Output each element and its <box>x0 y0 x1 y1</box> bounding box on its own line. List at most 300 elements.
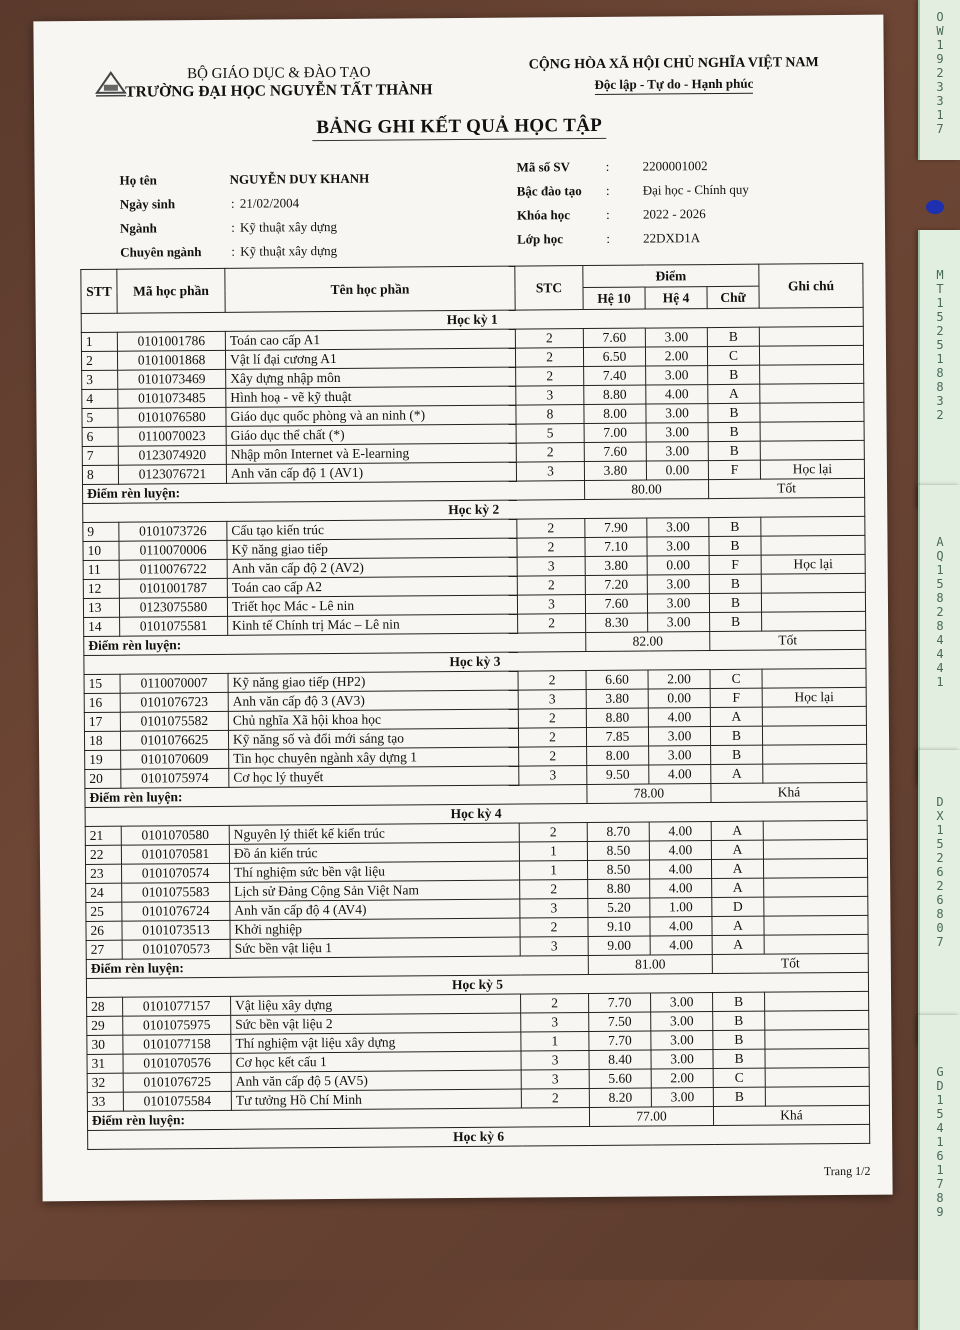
banknote-serial-char: 4 <box>936 633 943 647</box>
course-letter-grade: B <box>708 422 760 441</box>
course-credits: 3 <box>520 899 588 919</box>
course-name: Tin học chuyên ngành xây dựng 1 <box>229 747 519 768</box>
course-credits: 3 <box>521 1051 589 1071</box>
course-code: 0101073469 <box>118 369 226 389</box>
course-name: Toán cao cấp A1 <box>225 329 515 350</box>
course-score-10: 8.40 <box>589 1050 651 1069</box>
course-score-10: 7.85 <box>586 727 648 746</box>
info-dob: Ngày sinh : 21/02/2004 <box>120 195 299 212</box>
course-credits: 2 <box>515 348 583 368</box>
course-score-10: 8.30 <box>586 613 648 632</box>
university-logo-icon <box>94 69 128 99</box>
course-note <box>761 516 865 536</box>
course-name: Cơ học lý thuyết <box>229 766 519 787</box>
banknote-serial-char: 8 <box>936 366 943 380</box>
conduct-label: Điểm rèn luyện: <box>87 1108 589 1131</box>
course-score-4: 3.00 <box>647 575 709 594</box>
course-name: Kỹ năng giao tiếp (HP2) <box>228 671 518 692</box>
course-credits: 2 <box>519 823 587 843</box>
course-name: Đồ án kiến trúc <box>229 842 519 863</box>
course-note <box>764 877 868 897</box>
course-stt: 2 <box>81 351 117 370</box>
course-letter-grade: B <box>707 327 759 346</box>
course-score-10: 6.50 <box>583 347 645 366</box>
course-score-4: 3.00 <box>647 518 709 537</box>
course-score-4: 4.00 <box>648 708 710 727</box>
course-code: 0101077157 <box>123 996 231 1016</box>
course-code: 0101070573 <box>122 939 230 959</box>
header-code: Mã học phần <box>117 268 225 313</box>
course-code: 0101070576 <box>123 1053 231 1073</box>
course-name: Thí nghiệm sức bền vật liệu <box>229 861 519 882</box>
course-note <box>763 839 867 859</box>
semester-title: Học kỳ 4 <box>85 801 867 826</box>
course-stt: 24 <box>86 883 122 902</box>
banknote-serial-char: 1 <box>936 675 943 689</box>
course-note <box>764 896 868 916</box>
banknote-serial-char: 1 <box>936 108 943 122</box>
training-level: Đại học - Chính quy <box>643 182 749 198</box>
course-credits: 3 <box>516 386 584 406</box>
semester-title: Học kỳ 2 <box>83 497 865 522</box>
course-credits: 8 <box>516 405 584 425</box>
course-letter-grade: F <box>709 555 761 574</box>
banknote-serial-char: 5 <box>936 338 943 352</box>
course-stt: 12 <box>83 579 119 598</box>
banknote <box>918 1015 960 1330</box>
course-score-10: 8.80 <box>586 708 648 727</box>
banknote-serial-char: 1 <box>936 352 943 366</box>
course-stt: 23 <box>86 864 122 883</box>
course-name: Anh văn cấp độ 3 (AV3) <box>228 690 518 711</box>
course-name: Toán cao cấp A2 <box>227 576 517 597</box>
conduct-label: Điểm rèn luyện: <box>85 785 587 808</box>
course-note <box>764 934 868 954</box>
banknote-serial-char: 0 <box>936 921 943 935</box>
course-stt: 25 <box>86 902 122 921</box>
banknote-serial-char: 8 <box>936 1191 943 1205</box>
course-code: 0110070006 <box>119 540 227 560</box>
course-note <box>765 1048 869 1068</box>
banknote-serial-char: 7 <box>936 1177 943 1191</box>
document-title: BẢNG GHI KẾT QUẢ HỌC TẬP <box>34 113 884 142</box>
course-name: Vật lí đại cương A1 <box>225 348 515 369</box>
university-name: TRƯỜNG ĐẠI HỌC NGUYỄN TẤT THÀNH <box>94 81 464 102</box>
course-score-4: 0.00 <box>646 461 708 480</box>
course-stt: 30 <box>87 1035 123 1054</box>
national-header <box>524 55 824 95</box>
course-code: 0101076580 <box>118 407 226 427</box>
banknote-serial-char: 2 <box>936 324 943 338</box>
course-score-10: 7.50 <box>589 1012 651 1031</box>
banknote-serial-char: 1 <box>936 1135 943 1149</box>
banknote-serial-char: 1 <box>936 296 943 310</box>
course-score-10: 7.70 <box>589 993 651 1012</box>
banknote-serial-char: T <box>936 282 943 296</box>
course-note <box>760 421 864 441</box>
conduct-label: Điểm rèn luyện: <box>83 481 585 504</box>
course-code: 0110070023 <box>118 426 226 446</box>
banknote-serial-char: 3 <box>936 394 943 408</box>
course-name: Sức bền vật liệu 2 <box>231 1013 521 1034</box>
course-score-4: 3.00 <box>645 328 707 347</box>
course-score-4: 3.00 <box>646 404 708 423</box>
course-score-10: 9.00 <box>588 936 650 955</box>
course-stt: 22 <box>85 845 121 864</box>
course-credits: 3 <box>519 766 587 786</box>
course-stt: 32 <box>87 1073 123 1092</box>
course-letter-grade: B <box>709 574 761 593</box>
issuer-header <box>94 64 464 102</box>
banknote-serial: G <box>936 1065 943 1079</box>
course-score-4: 3.00 <box>646 442 708 461</box>
student-major: Kỹ thuật xây dựng <box>240 219 337 235</box>
course-letter-grade: B <box>710 612 762 631</box>
ministry-name: BỘ GIÁO DỤC & ĐÀO TẠO <box>94 64 464 84</box>
course-note <box>761 573 865 593</box>
course-stt: 13 <box>83 598 119 617</box>
page-number: Trang 1/2 <box>824 1164 871 1179</box>
course-letter-grade: B <box>713 992 765 1011</box>
course-score-10: 7.60 <box>584 442 646 461</box>
course-note <box>759 326 863 346</box>
course-note <box>762 611 866 631</box>
course-name: Anh văn cấp độ 1 (AV1) <box>226 462 516 483</box>
course-code: 0101076725 <box>123 1072 231 1092</box>
course-stt: 6 <box>82 427 118 446</box>
course-code: 0123074920 <box>118 445 226 465</box>
course-score-4: 3.00 <box>651 1031 713 1050</box>
course-note <box>763 744 867 764</box>
info-name: Họ tên NGUYỄN DUY KHANH <box>120 171 370 189</box>
table-header <box>81 263 863 313</box>
semester-title: Học kỳ 3 <box>84 649 866 674</box>
course-name: Tư tưởng Hồ Chí Minh <box>231 1089 521 1110</box>
banknote-serial-char: 2 <box>936 851 943 865</box>
banknote <box>918 230 960 508</box>
course-score-10: 6.60 <box>586 670 648 689</box>
course-note <box>763 820 867 840</box>
course-note <box>760 440 864 460</box>
course-name: Nhập môn Internet và E-learning <box>226 443 516 464</box>
course-score-4: 3.00 <box>646 366 708 385</box>
course-letter-grade: B <box>713 1011 765 1030</box>
banknote-serial-char: 7 <box>936 935 943 949</box>
conduct-rank: Tốt <box>712 953 868 973</box>
conduct-score: 82.00 <box>586 632 710 652</box>
course-score-4: 3.00 <box>651 1012 713 1031</box>
header-score: Điểm <box>583 264 759 287</box>
background-banknotes <box>918 0 960 1280</box>
course-letter-grade: F <box>708 460 760 479</box>
course-letter-grade: A <box>712 935 764 954</box>
course-credits: 3 <box>520 937 588 957</box>
course-name: Cơ học kết cấu 1 <box>231 1051 521 1072</box>
header-name: Tên học phần <box>225 266 515 312</box>
course-letter-grade: C <box>707 346 759 365</box>
banknote-serial-char: 3 <box>936 80 943 94</box>
course-letter-grade: B <box>709 536 761 555</box>
course-score-4: 3.00 <box>649 746 711 765</box>
republic-name: CỘNG HÒA XÃ HỘI CHỦ NGHĨA VIỆT NAM <box>524 55 824 73</box>
banknote-serial: D <box>936 795 943 809</box>
course-code: 0101075582 <box>120 711 228 731</box>
course-stt: 27 <box>86 940 122 959</box>
conduct-label: Điểm rèn luyện: <box>84 633 586 656</box>
course-stt: 19 <box>85 750 121 769</box>
course-name: Khởi nghiệp <box>230 918 520 939</box>
course-stt: 15 <box>84 674 120 693</box>
course-score-10: 3.80 <box>585 556 647 575</box>
course-note <box>760 383 864 403</box>
course-name: Chủ nghĩa Xã hội khoa học <box>228 709 518 730</box>
course-credits: 2 <box>518 671 586 691</box>
course-note <box>762 668 866 688</box>
course-score-4: 4.00 <box>646 385 708 404</box>
course-score-4: 4.00 <box>650 917 712 936</box>
banknote-serial-char: 4 <box>936 661 943 675</box>
banknote-serial-char: 5 <box>936 837 943 851</box>
course-code: 0123076721 <box>118 464 226 484</box>
course-code: 0101075583 <box>122 882 230 902</box>
course-name: Thí nghiệm vật liệu xây dựng <box>231 1032 521 1053</box>
course-credits: 2 <box>520 918 588 938</box>
course-stt: 31 <box>87 1054 123 1073</box>
banknote-serial-char: 9 <box>936 52 943 66</box>
course-code: 0110070007 <box>120 673 228 693</box>
banknote-serial-char: 5 <box>936 310 943 324</box>
conduct-score: 80.00 <box>585 480 709 500</box>
course-code: 0101070581 <box>121 844 229 864</box>
course-code: 0101001786 <box>117 331 225 351</box>
course-credits: 2 <box>517 538 585 558</box>
course-score-10: 8.70 <box>587 822 649 841</box>
course-score-10: 3.80 <box>584 461 646 480</box>
course-letter-grade: B <box>713 1049 765 1068</box>
student-specialization: Kỹ thuật xây dựng <box>240 243 337 259</box>
banknote-serial: O <box>936 10 943 24</box>
banknote <box>918 750 960 1045</box>
banknote-serial-char: 1 <box>936 38 943 52</box>
banknote-serial-char: D <box>936 1079 943 1093</box>
table-body <box>81 307 870 1149</box>
conduct-rank: Tốt <box>708 478 864 498</box>
course-score-4: 3.00 <box>647 594 709 613</box>
course-letter-grade: B <box>708 403 760 422</box>
course-stt: 16 <box>84 693 120 712</box>
course-code: 0101001868 <box>117 350 225 370</box>
conduct-label: Điểm rèn luyện: <box>86 956 588 979</box>
course-name: Sức bền vật liệu 1 <box>230 937 520 958</box>
course-score-10: 5.20 <box>588 898 650 917</box>
course-name: Anh văn cấp độ 4 (AV4) <box>230 899 520 920</box>
banknote-serial-char: 1 <box>936 1093 943 1107</box>
course-score-10: 7.60 <box>585 594 647 613</box>
course-code: 0101075974 <box>121 768 229 788</box>
course-code: 0101076625 <box>120 730 228 750</box>
course-name: Kỹ năng số và đổi mới sáng tạo <box>228 728 518 749</box>
student-name: NGUYỄN DUY KHANH <box>230 171 370 187</box>
course-name: Lịch sử Đảng Cộng Sản Việt Nam <box>230 880 520 901</box>
course-letter-grade: C <box>710 669 762 688</box>
course-score-4: 1.00 <box>650 898 712 917</box>
course-credits: 3 <box>516 462 584 482</box>
course-score-10: 8.50 <box>587 860 649 879</box>
course-credits: 3 <box>521 1013 589 1033</box>
course-name: Cấu tạo kiến trúc <box>227 519 517 540</box>
class-code: 22DXD1A <box>643 230 700 245</box>
course-score-10: 9.50 <box>587 765 649 784</box>
course-letter-grade: C <box>713 1068 765 1087</box>
course-credits: 2 <box>518 728 586 748</box>
course-score-4: 3.00 <box>647 537 709 556</box>
course-name: Anh văn cấp độ 5 (AV5) <box>231 1070 521 1091</box>
course-note <box>763 858 867 878</box>
course-score-10: 5.60 <box>589 1069 651 1088</box>
semester-title: Học kỳ 6 <box>88 1124 870 1149</box>
banknote-serial-char: 5 <box>936 1107 943 1121</box>
banknote-serial-char: X <box>936 809 943 823</box>
course-score-10: 7.60 <box>583 328 645 347</box>
banknote-serial-char: 6 <box>936 893 943 907</box>
course-note <box>765 1067 869 1087</box>
header-credits: STC <box>515 266 583 311</box>
course-stt: 26 <box>86 921 122 940</box>
course-name: Anh văn cấp độ 2 (AV2) <box>227 557 517 578</box>
course-credits: 2 <box>518 709 586 729</box>
course-credits: 2 <box>515 329 583 349</box>
course-score-10: 8.80 <box>588 879 650 898</box>
banknote <box>918 0 960 160</box>
header-note: Ghi chú <box>759 263 863 308</box>
semester-title: Học kỳ 1 <box>81 307 863 332</box>
semester-title: Học kỳ 5 <box>86 972 868 997</box>
course-credits: 2 <box>516 443 584 463</box>
course-letter-grade: B <box>713 1030 765 1049</box>
course-score-10: 8.20 <box>589 1088 651 1107</box>
grades-table <box>80 263 870 1150</box>
course-score-4: 4.00 <box>649 860 711 879</box>
banknote-serial-char: 8 <box>936 907 943 921</box>
course-code: 0101076724 <box>122 901 230 921</box>
course-code: 0101073485 <box>118 388 226 408</box>
banknote-serial-char: 7 <box>936 122 943 136</box>
course-score-4: 0.00 <box>647 556 709 575</box>
course-note <box>760 402 864 422</box>
course-credits: 2 <box>521 1089 589 1109</box>
banknote-serial-char: 5 <box>936 577 943 591</box>
course-letter-grade: A <box>711 840 763 859</box>
banknote-serial: M <box>936 268 943 282</box>
course-score-10: 8.50 <box>587 841 649 860</box>
course-note: Học lại <box>762 687 866 707</box>
course-score-4: 2.00 <box>648 670 710 689</box>
banknote-serial-char: 2 <box>936 66 943 80</box>
course-letter-grade: A <box>710 707 762 726</box>
course-score-4: 0.00 <box>648 689 710 708</box>
course-note <box>759 345 863 365</box>
course-stt: 1 <box>81 332 117 351</box>
course-name: Kỹ năng giao tiếp <box>227 538 517 559</box>
course-stt: 21 <box>85 826 121 845</box>
course-note <box>763 763 867 783</box>
banknote-serial-char: 4 <box>936 1121 943 1135</box>
info-class: Lớp học : 22DXD1A <box>517 230 700 247</box>
course-code: 0110076722 <box>119 559 227 579</box>
banknote-serial-char: Q <box>936 549 943 563</box>
course-letter-grade: B <box>713 1087 765 1106</box>
conduct-score: 77.00 <box>589 1107 713 1127</box>
course-credits: 1 <box>519 861 587 881</box>
course-credits: 2 <box>520 880 588 900</box>
course-stt: 18 <box>84 731 120 750</box>
banknote-serial-char: 2 <box>936 408 943 422</box>
course-score-10: 8.80 <box>584 385 646 404</box>
info-level: Bậc đào tạo : Đại học - Chính quy <box>517 182 749 200</box>
header-stt: STT <box>81 269 117 313</box>
course-credits: 2 <box>517 576 585 596</box>
course-name: Triết học Mác - Lê nin <box>227 595 517 616</box>
course-letter-grade: B <box>708 441 760 460</box>
course-code: 0101070609 <box>121 749 229 769</box>
course-code: 0101076723 <box>120 692 228 712</box>
course-letter-grade: A <box>708 384 760 403</box>
course-stt: 8 <box>82 465 118 484</box>
course-score-4: 3.00 <box>651 1088 713 1107</box>
header-scale10: Hệ 10 <box>583 287 645 309</box>
transcript-paper <box>33 15 892 1202</box>
course-score-4: 4.00 <box>649 822 711 841</box>
course-years: 2022 - 2026 <box>643 206 706 221</box>
course-score-10: 7.70 <box>589 1031 651 1050</box>
course-score-4: 4.00 <box>650 879 712 898</box>
banknote-serial-char: 2 <box>936 879 943 893</box>
course-credits: 1 <box>519 842 587 862</box>
course-letter-grade: F <box>710 688 762 707</box>
course-letter-grade: B <box>710 726 762 745</box>
course-letter-grade: B <box>708 365 760 384</box>
course-stt: 3 <box>82 370 118 389</box>
course-note <box>765 991 869 1011</box>
course-note <box>762 725 866 745</box>
student-dob: 21/02/2004 <box>240 195 299 210</box>
course-credits: 3 <box>517 595 585 615</box>
course-stt: 5 <box>82 408 118 427</box>
course-note <box>765 1086 869 1106</box>
course-note: Học lại <box>761 554 865 574</box>
course-score-10: 8.00 <box>584 404 646 423</box>
conduct-score: 78.00 <box>587 784 711 804</box>
course-score-10: 3.80 <box>586 689 648 708</box>
course-credits: 3 <box>518 690 586 710</box>
course-note <box>760 364 864 384</box>
course-letter-grade: A <box>712 878 764 897</box>
info-student-id: Mã số SV : 2200001002 <box>516 158 707 175</box>
banknote-serial-char: 2 <box>936 605 943 619</box>
course-name: Giáo dục thể chất (*) <box>226 424 516 445</box>
info-specialization: Chuyên ngành : Kỹ thuật xây dựng <box>120 243 337 261</box>
course-score-4: 3.00 <box>651 1050 713 1069</box>
course-note <box>765 1029 869 1049</box>
course-note <box>762 706 866 726</box>
course-stt: 7 <box>82 446 118 465</box>
course-code: 0101075581 <box>120 616 228 636</box>
course-name: Xây dựng nhập môn <box>226 367 516 388</box>
course-score-10: 7.40 <box>584 366 646 385</box>
course-stt: 17 <box>84 712 120 731</box>
course-stt: 33 <box>87 1092 123 1111</box>
course-letter-grade: D <box>712 897 764 916</box>
